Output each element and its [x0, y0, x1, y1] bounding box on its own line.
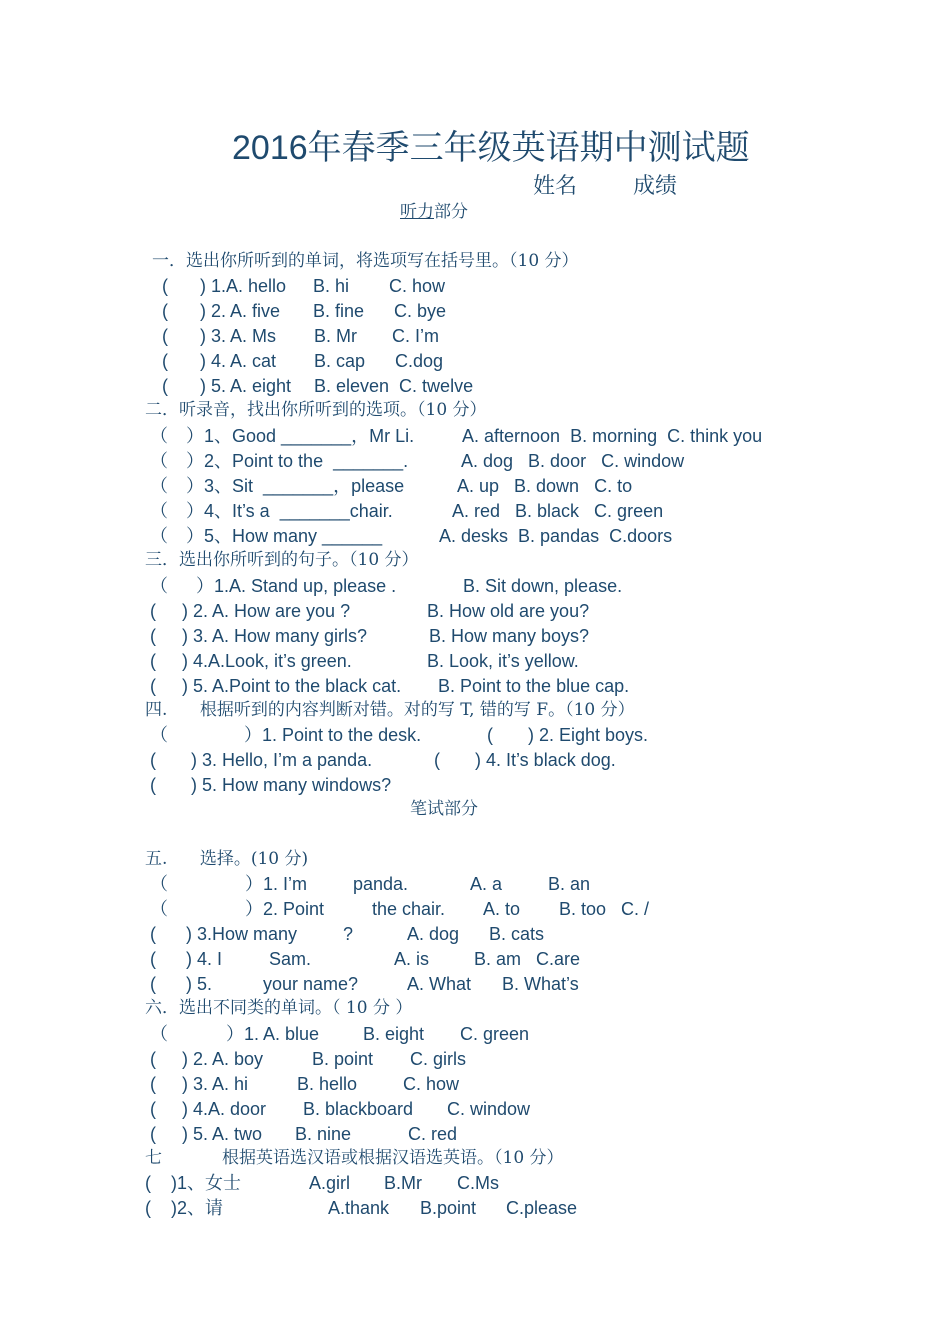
s6-item-1-c: C. green: [460, 1024, 530, 1044]
s6-item-5-b: B. nine: [295, 1124, 352, 1144]
s5-item-1-q2: panda.: [353, 874, 409, 894]
s5-item-4-paren: (: [150, 949, 156, 969]
s5-item-3-b: B. cats: [489, 924, 545, 944]
s5-item-3-paren: (: [150, 924, 156, 944]
listening-part-underlined: 听力: [400, 202, 434, 222]
s3-item-1-a: ）1.A. Stand up, please .: [196, 576, 397, 596]
page-title: 2016年春季三年级英语期中测试题: [232, 129, 750, 167]
s7-item-2-a: A.thank: [328, 1198, 390, 1218]
s5-item-4-q: ) 4. I: [186, 949, 223, 969]
s5-item-4-b: B. am C.are: [474, 949, 581, 969]
s1-item-2-c: C. bye: [394, 301, 447, 321]
s6-item-2-a: ) 2. A. boy: [182, 1049, 264, 1069]
s5-item-4-a: A. is: [394, 949, 430, 969]
s1-item-5-a: ) 5. A. eight: [200, 376, 292, 396]
s3-item-3-a: ) 3. A. How many girls?: [182, 626, 368, 646]
s5-item-2-q: ）2. Point: [245, 899, 325, 919]
s7-item-2-q: ( )2、请: [145, 1198, 224, 1218]
s2-item-5-opts: A. desks B. pandas C.doors: [439, 526, 673, 546]
s3-item-5-paren: (: [150, 676, 156, 696]
s5-item-4-q2: Sam.: [269, 949, 312, 969]
s2-item-2-paren: （: [150, 451, 168, 471]
s3-item-2-b: B. How old are you?: [427, 601, 590, 621]
s3-item-1-b: B. Sit down, please.: [463, 576, 623, 596]
section-2-heading: 二．听录音，找出你所听到的选项。（10 分）: [145, 400, 487, 420]
section-3-heading: 三．选出你所听到的句子。（10 分）: [145, 550, 419, 570]
s2-item-2-q: ）2、Point to the _______.: [186, 451, 409, 471]
name-label: 姓名: [533, 174, 578, 199]
s3-item-4-paren: (: [150, 651, 156, 671]
s2-item-4-paren: （: [150, 501, 168, 521]
s1-item-2-a: ) 2. A. five: [200, 301, 281, 321]
s5-item-2-b: B. too C. /: [559, 899, 650, 919]
s6-item-5-paren: (: [150, 1124, 156, 1144]
s3-item-5-b: B. Point to the blue cap.: [438, 676, 630, 696]
s6-item-2-paren: (: [150, 1049, 156, 1069]
s5-item-2-paren: （: [150, 899, 168, 919]
s2-item-2-opts: A. dog B. door C. window: [461, 451, 685, 471]
listening-part-rest: 部分: [434, 202, 468, 222]
score-label: 成绩: [633, 174, 678, 199]
s1-item-5-paren: (: [162, 376, 168, 396]
s1-item-4-a: ) 4. A. cat: [200, 351, 277, 371]
s6-item-4-a: ) 4.A. door: [182, 1099, 267, 1119]
s7-item-1-q: ( )1、女士: [145, 1173, 242, 1193]
s6-item-1-b: B. eight: [363, 1024, 425, 1044]
s6-item-3-c: C. how: [403, 1074, 460, 1094]
s1-item-3-c: C. I’m: [392, 326, 439, 346]
s2-item-1-q: ）1、Good _______，Mr Li.: [186, 426, 415, 446]
s5-item-5-q2: your name?: [263, 974, 359, 994]
s2-item-3-paren: （: [150, 476, 168, 496]
section-5-heading: 五. 选择。(10 分): [145, 849, 309, 869]
s6-item-2-b: B. point: [312, 1049, 374, 1069]
s3-item-5-a: ) 5. A.Point to the black cat.: [182, 676, 402, 696]
s5-item-5-b: B. What’s: [502, 974, 579, 994]
s1-item-3-a: ) 3. A. Ms: [200, 326, 277, 346]
s5-item-1-b: B. an: [548, 874, 591, 894]
s5-item-5-a: A. What: [407, 974, 472, 994]
s1-item-1-a: ) 1.A. hello: [200, 276, 287, 296]
s6-item-2-c: C. girls: [410, 1049, 467, 1069]
s2-item-1-paren: （: [150, 426, 168, 446]
s2-item-3-q: ）3、Sit _______，please: [186, 476, 405, 496]
s6-item-4-c: C. window: [447, 1099, 531, 1119]
s1-item-5-b: B. eleven C. twelve: [314, 376, 474, 396]
s5-item-5-q: ) 5.: [186, 974, 213, 994]
section-1-heading: 一．选出你所听到的单词，将选项写在括号里。（10 分）: [152, 251, 579, 271]
s6-item-4-paren: (: [150, 1099, 156, 1119]
s3-item-4-b: B. Look, it’s yellow.: [427, 651, 579, 671]
s4-item-4: ( ) 4. It’s black dog.: [434, 750, 616, 770]
s7-item-2-c: C.please: [506, 1198, 578, 1218]
s1-item-4-c: C.dog: [395, 351, 444, 371]
s5-item-1-q: ）1. I’m: [245, 874, 308, 894]
s7-item-2-b: B.point: [420, 1198, 477, 1218]
s3-item-4-a: ) 4.A.Look, it’s green.: [182, 651, 352, 671]
s1-item-1-paren: (: [162, 276, 168, 296]
s1-item-2-paren: (: [162, 301, 168, 321]
s6-item-3-b: B. hello: [297, 1074, 358, 1094]
s7-item-1-c: C.Ms: [457, 1173, 499, 1193]
s5-item-2-q2: the chair.: [372, 899, 446, 919]
s4-item-5: ( ) 5. How many windows?: [150, 775, 392, 795]
s3-item-2-paren: (: [150, 601, 156, 621]
s6-item-5-a: ) 5. A. two: [182, 1124, 263, 1144]
s6-item-5-c: C. red: [408, 1124, 458, 1144]
section-4-heading: 四. 根据听到的内容判断对错。对的写 T, 错的写 F。（10 分）: [145, 700, 635, 720]
s3-item-3-paren: (: [150, 626, 156, 646]
s3-item-3-b: B. How many boys?: [429, 626, 590, 646]
s2-item-4-opts: A. red B. black C. green: [452, 501, 664, 521]
s5-item-3-q: ) 3.How many: [186, 924, 298, 944]
s5-item-2-a: A. to: [483, 899, 521, 919]
s7-item-1-a: A.girl: [309, 1173, 351, 1193]
s4-item-1: ）1. Point to the desk.: [244, 725, 422, 745]
s4-item-2: ( ) 2. Eight boys.: [487, 725, 649, 745]
s6-item-4-b: B. blackboard: [303, 1099, 414, 1119]
s6-item-1-a: ）1. A. blue: [226, 1024, 320, 1044]
s1-item-3-paren: (: [162, 326, 168, 346]
s4-item-3: ( ) 3. Hello, I’m a panda.: [150, 750, 373, 770]
section-6-heading: 六．选出不同类的单词。（ 10 分 ）: [145, 998, 413, 1018]
s2-item-5-paren: （: [150, 526, 168, 546]
s3-item-1-paren: （: [150, 576, 168, 596]
s6-item-3-paren: (: [150, 1074, 156, 1094]
section-7-number: 七: [145, 1148, 162, 1168]
s3-item-2-a: ) 2. A. How are you ?: [182, 601, 351, 621]
s5-item-1-a: A. a: [470, 874, 503, 894]
s5-item-3-a: A. dog: [407, 924, 460, 944]
s2-item-4-q: ）4、It’s a _______chair.: [186, 501, 393, 521]
s7-item-1-b: B.Mr: [384, 1173, 422, 1193]
s4-item-1-paren: （: [150, 725, 168, 745]
s6-item-3-a: ) 3. A. hi: [182, 1074, 249, 1094]
s1-item-1-c: C. how: [389, 276, 446, 296]
s6-item-1-paren: （: [150, 1024, 168, 1044]
s5-item-5-paren: (: [150, 974, 156, 994]
s1-item-4-paren: (: [162, 351, 168, 371]
section-7-heading: 根据英语选汉语或根据汉语选英语。（10 分）: [222, 1148, 564, 1168]
s2-item-3-opts: A. up B. down C. to: [457, 476, 633, 496]
s5-item-1-paren: （: [150, 874, 168, 894]
s1-item-3-b: B. Mr: [314, 326, 357, 346]
s1-item-4-b: B. cap: [314, 351, 366, 371]
listening-part-heading: [400, 200, 468, 224]
s5-item-3-q2: ?: [343, 924, 354, 944]
s1-item-1-b: B. hi: [313, 276, 350, 296]
s2-item-1-opts: A. afternoon B. morning C. think you: [462, 426, 763, 446]
s1-item-2-b: B. fine: [313, 301, 365, 321]
written-part-heading: 笔试部分: [410, 799, 478, 819]
s2-item-5-q: ）5、How many ______: [186, 526, 383, 546]
